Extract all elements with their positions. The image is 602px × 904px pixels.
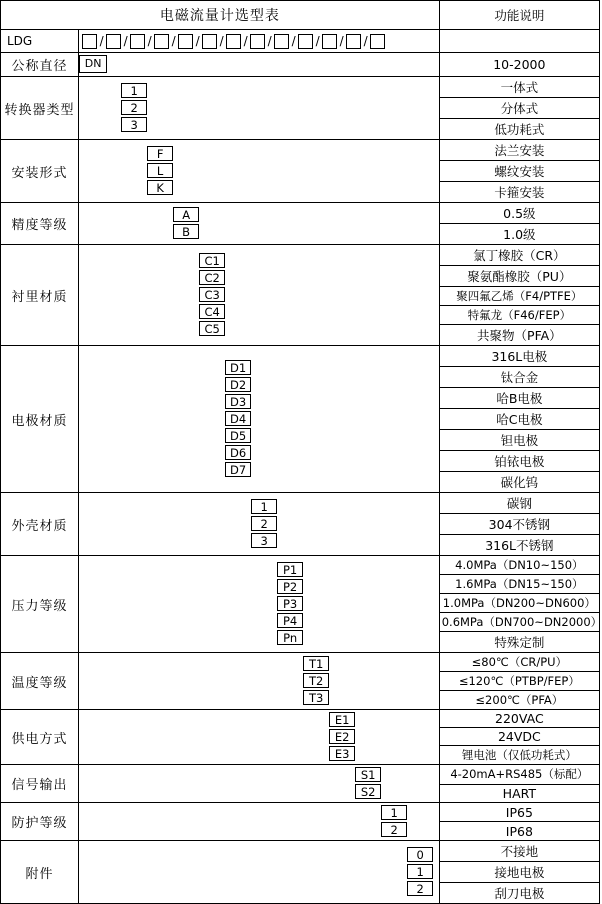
code-box[interactable] — [106, 34, 121, 49]
code-cell[interactable]: 0 — [407, 847, 433, 862]
row-label: 压力等级 — [11, 598, 68, 614]
code-separator-slash: / — [123, 33, 128, 48]
desc-converter-type-2 — [439, 98, 599, 119]
desc-text: 卡箍安装 — [494, 185, 545, 200]
code-box[interactable] — [250, 34, 265, 49]
codes-lining-material — [79, 245, 440, 346]
row-label: 精度等级 — [11, 218, 68, 233]
code-cell[interactable]: T2 — [303, 673, 329, 688]
desc-pressure-3 — [439, 594, 599, 613]
desc-text: 4.0MPa（DN10~150） — [455, 558, 584, 572]
desc-text: 分体式 — [500, 101, 539, 116]
desc-install-form-3 — [439, 182, 599, 203]
desc-text: 1.0MPa（DN200~DN600） — [442, 596, 596, 610]
code-cell[interactable]: F — [147, 146, 173, 161]
desc-install-form-1 — [439, 140, 599, 161]
desc-protection-2 — [439, 822, 599, 841]
desc-text: 220VAC — [495, 711, 544, 726]
desc-header-label: 功能说明 — [494, 8, 545, 23]
code-cell[interactable]: 1 — [121, 83, 147, 98]
code-cell[interactable]: P2 — [277, 579, 303, 594]
code-cell[interactable]: K — [147, 180, 173, 195]
row-label: 衬里材质 — [11, 289, 68, 305]
code-cell[interactable]: Pn — [277, 630, 303, 645]
code-boxes[interactable] — [79, 30, 439, 52]
code-box[interactable] — [130, 34, 145, 49]
desc-nominal-diameter — [439, 53, 599, 77]
code-separator-slash: / — [219, 33, 224, 48]
desc-install-form-2 — [439, 161, 599, 182]
label-converter-type — [1, 77, 79, 140]
desc-text: 聚四氟乙烯（F4/PTFE） — [456, 289, 583, 303]
desc-text: 0.5级 — [503, 206, 536, 221]
desc-converter-type-3 — [439, 119, 599, 140]
desc-text: 304不锈钢 — [488, 517, 551, 532]
code-cell[interactable]: C2 — [199, 270, 225, 285]
ldg-label: LDG — [7, 34, 33, 48]
row-power-supply — [1, 710, 600, 728]
code-cell[interactable]: T1 — [303, 656, 329, 671]
code-cell[interactable]: P4 — [277, 613, 303, 628]
desc-pressure-5 — [439, 632, 599, 653]
code-cell[interactable]: 3 — [251, 533, 277, 548]
code-separator-slash: / — [195, 33, 200, 48]
desc-electrode-5 — [439, 430, 599, 451]
desc-temperature-3 — [439, 691, 599, 710]
code-cell[interactable]: C1 — [199, 253, 225, 268]
codes-nominal-diameter — [79, 53, 440, 77]
desc-electrode-6 — [439, 451, 599, 472]
desc-shell-2 — [439, 514, 599, 535]
code-cell-dn[interactable]: DN — [79, 55, 107, 73]
code-cell[interactable]: D1 — [225, 360, 251, 375]
code-separator-slash: / — [339, 33, 344, 48]
label-signal-output — [1, 765, 79, 803]
codes-accuracy-class — [79, 203, 440, 245]
code-cell[interactable]: 1 — [381, 805, 407, 820]
desc-text: IP68 — [505, 823, 533, 839]
row-label: 电极材质 — [11, 413, 68, 429]
label-lining-material — [1, 245, 79, 346]
desc-pressure-2 — [439, 575, 599, 594]
desc-text: 共聚物（PFA） — [477, 328, 562, 343]
desc-temperature-2 — [439, 672, 599, 691]
code-cell[interactable]: 2 — [381, 822, 407, 837]
desc-text: 哈B电极 — [496, 391, 543, 406]
desc-accuracy-2 — [439, 224, 599, 245]
row-label: 供电方式 — [11, 731, 68, 747]
desc-pressure-4 — [439, 613, 602, 632]
row-signal-output — [1, 765, 600, 785]
desc-text: 聚氨酯橡胶（PU） — [467, 269, 572, 284]
desc-power-1 — [439, 710, 599, 728]
label-temperature-class — [1, 653, 79, 710]
code-separator-slash: / — [267, 33, 272, 48]
code-cell[interactable]: A — [173, 207, 199, 222]
code-separator-slash: / — [243, 33, 248, 48]
row-converter-type — [1, 77, 600, 98]
codes-electrode-material — [79, 346, 440, 493]
code-box[interactable] — [154, 34, 169, 49]
row-protection-class — [1, 803, 600, 822]
desc-lining-4 — [439, 306, 599, 325]
code-cell[interactable]: 1 — [407, 864, 433, 879]
code-box[interactable] — [322, 34, 337, 49]
desc-pressure-1 — [439, 556, 599, 575]
row-shell-material — [1, 493, 600, 514]
desc-text: 1.0级 — [503, 227, 536, 242]
desc-text: 316L不锈钢 — [485, 538, 554, 553]
code-cell[interactable]: P3 — [277, 596, 303, 611]
code-separator-slash: / — [291, 33, 296, 48]
code-cell[interactable]: T3 — [303, 690, 329, 705]
row-label: 防护等级 — [11, 816, 68, 831]
codes-temperature-class — [79, 653, 440, 710]
label-electrode-material — [1, 346, 79, 493]
desc-electrode-7 — [439, 472, 599, 493]
code-cell[interactable]: D6 — [225, 445, 251, 460]
desc-accessories-1 — [439, 841, 599, 862]
codes-accessories — [79, 841, 440, 904]
code-cell[interactable]: D2 — [225, 377, 251, 392]
row-label: 附件 — [25, 866, 54, 882]
code-box[interactable] — [346, 34, 361, 49]
desc-text: 碳钢 — [506, 496, 532, 511]
label-install-form — [1, 140, 79, 203]
desc-signal-1 — [439, 765, 599, 785]
desc-shell-1 — [439, 493, 599, 514]
code-box[interactable] — [202, 34, 217, 49]
desc-text: 碳化钨 — [500, 475, 539, 490]
code-cell[interactable]: C3 — [199, 287, 225, 302]
desc-text: 钛合金 — [500, 370, 539, 385]
code-cell[interactable]: B — [173, 224, 199, 239]
code-cell[interactable]: 2 — [407, 881, 433, 896]
code-box[interactable] — [226, 34, 241, 49]
desc-electrode-4 — [439, 409, 599, 430]
desc-lining-2 — [439, 266, 599, 287]
code-separator-slash: / — [363, 33, 368, 48]
label-power-supply — [1, 710, 79, 765]
code-cell[interactable]: S1 — [355, 767, 381, 782]
code-separator-slash: / — [99, 33, 104, 48]
row-lining-material — [1, 245, 600, 266]
desc-text: 接地电极 — [494, 865, 545, 880]
ldg-cell — [1, 30, 79, 53]
label-protection-class — [1, 803, 79, 841]
codes-pressure-class — [79, 556, 440, 653]
desc-lining-1 — [439, 245, 599, 266]
desc-text: ≤200℃（PFA） — [475, 693, 564, 707]
code-cell[interactable]: E3 — [329, 746, 355, 761]
code-cell[interactable]: D3 — [225, 394, 251, 409]
code-separator-slash: / — [171, 33, 176, 48]
desc-text: ≤120℃（PTBP/FEP） — [458, 674, 580, 688]
desc-text: 10-2000 — [493, 57, 546, 72]
row-label: 转换器类型 — [4, 102, 75, 118]
codes-signal-output — [79, 765, 440, 803]
desc-protection-1 — [439, 803, 599, 822]
desc-text: 铂铱电极 — [494, 454, 545, 469]
row-label: 公称直径 — [11, 59, 68, 74]
codes-protection-class — [79, 803, 440, 841]
desc-text: IP65 — [505, 804, 533, 820]
row-accessories — [1, 841, 600, 862]
title-cell — [1, 1, 440, 30]
label-shell-material — [1, 493, 79, 556]
desc-text: 法兰安装 — [494, 143, 545, 158]
desc-blank-cell — [439, 30, 599, 53]
code-cell[interactable]: P1 — [277, 562, 303, 577]
desc-text: 特氟龙（F46/FEP） — [467, 308, 572, 322]
code-cell[interactable]: E1 — [329, 712, 355, 727]
desc-text: 锂电池（仅低功耗式） — [461, 748, 577, 762]
desc-temperature-1 — [439, 653, 599, 672]
codes-install-form — [79, 140, 440, 203]
row-label: 温度等级 — [11, 675, 68, 691]
code-box[interactable] — [274, 34, 289, 49]
row-label: 外壳材质 — [11, 518, 68, 534]
code-box[interactable] — [178, 34, 193, 49]
desc-text: 哈C电极 — [496, 412, 543, 427]
code-cell[interactable]: S2 — [355, 784, 381, 799]
codes-power-supply — [79, 710, 440, 765]
code-cell[interactable]: 3 — [121, 117, 147, 132]
label-pressure-class — [1, 556, 79, 653]
desc-text: 特殊定制 — [494, 635, 545, 650]
desc-electrode-3 — [439, 388, 599, 409]
row-install-form — [1, 140, 600, 161]
row-electrode-material — [1, 346, 600, 367]
desc-text: 低功耗式 — [494, 122, 545, 137]
desc-accuracy-1 — [439, 203, 599, 224]
code-box[interactable] — [82, 34, 97, 49]
desc-electrode-1 — [439, 346, 599, 367]
code-box[interactable] — [370, 34, 385, 49]
desc-header-cell — [439, 1, 599, 30]
desc-accessories-3 — [439, 883, 599, 904]
row-nominal-diameter — [1, 53, 600, 77]
desc-text: 316L电极 — [491, 349, 548, 364]
desc-text: 刮刀电极 — [494, 886, 545, 901]
desc-lining-3 — [439, 287, 599, 306]
row-pressure-class — [1, 556, 600, 575]
label-accessories — [1, 841, 79, 904]
code-box[interactable] — [298, 34, 313, 49]
code-cell[interactable]: C5 — [199, 321, 225, 336]
code-cell[interactable]: E2 — [329, 729, 355, 744]
code-cell[interactable]: 2 — [251, 516, 277, 531]
desc-text: 一体式 — [500, 80, 539, 95]
codes-shell-material — [79, 493, 440, 556]
code-separator-slash: / — [315, 33, 320, 48]
label-accuracy-class — [1, 203, 79, 245]
desc-text: 24VDC — [497, 729, 541, 744]
desc-shell-3 — [439, 535, 599, 556]
codes-converter-type — [79, 77, 440, 140]
table-header-row — [1, 1, 600, 30]
code-cell[interactable]: L — [147, 163, 173, 178]
code-cell[interactable]: D5 — [225, 428, 251, 443]
desc-text: HART — [502, 785, 537, 801]
code-cell[interactable]: 1 — [251, 499, 277, 514]
code-separator-slash: / — [147, 33, 152, 48]
desc-signal-2 — [439, 784, 599, 803]
desc-electrode-2 — [439, 367, 599, 388]
desc-accessories-2 — [439, 862, 599, 883]
desc-text: 1.6MPa（DN15~150） — [455, 577, 584, 591]
row-label: 信号输出 — [11, 778, 68, 793]
desc-text: 氯丁橡胶（CR） — [473, 248, 566, 263]
row-temperature-class — [1, 653, 600, 672]
desc-text: ≤80℃（CR/PU） — [471, 655, 568, 669]
row-label: 安装形式 — [11, 165, 68, 181]
desc-power-2 — [439, 728, 599, 746]
desc-lining-5 — [439, 325, 599, 346]
desc-text: 钽电极 — [500, 433, 539, 448]
desc-converter-type-1 — [439, 77, 599, 98]
code-cell[interactable]: D7 — [225, 462, 251, 477]
code-box-row — [1, 30, 600, 53]
code-cell[interactable]: D4 — [225, 411, 251, 426]
desc-power-3 — [439, 746, 599, 765]
code-boxes-cell — [79, 30, 440, 53]
page-title: 电磁流量计选型表 — [159, 8, 280, 24]
row-accuracy-class — [1, 203, 600, 224]
code-cell[interactable]: C4 — [199, 304, 225, 319]
desc-text: 0.6MPa（DN700~DN2000） — [441, 615, 602, 629]
desc-text: 4-20mA+RS485（标配） — [450, 767, 589, 782]
desc-text: 不接地 — [500, 844, 539, 859]
code-cell[interactable]: 2 — [121, 100, 147, 115]
desc-text: 螺纹安装 — [494, 164, 545, 179]
label-nominal-diameter — [1, 53, 79, 77]
